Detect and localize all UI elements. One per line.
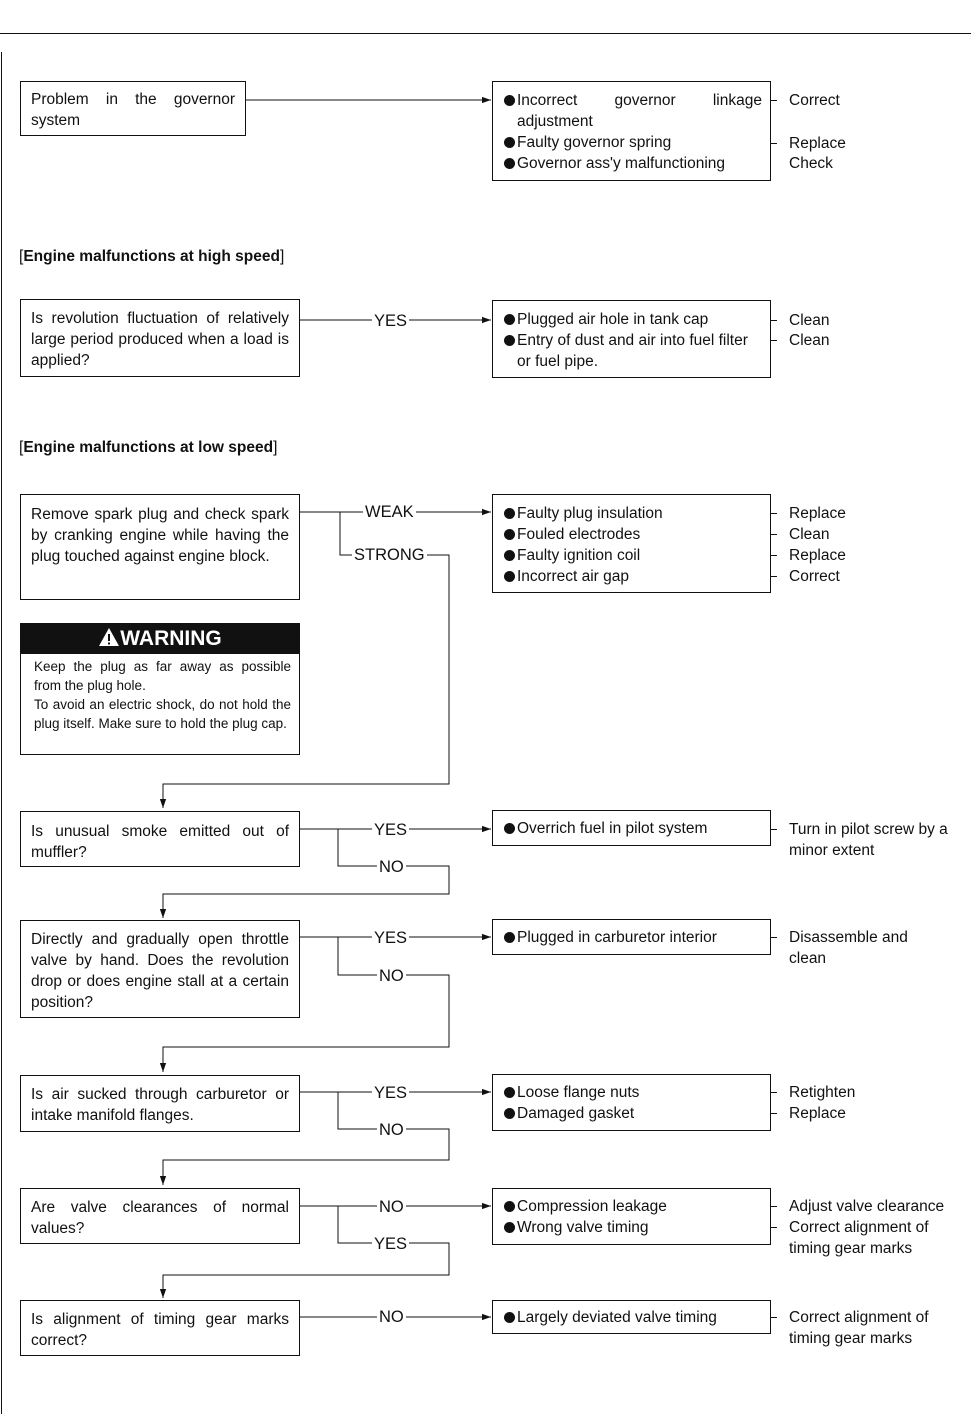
warning-text-2: To avoid an electric shock, do not hold the plug itself. Make sure to hold the plug cap. [34,697,291,731]
smoke-causes-box [492,810,771,846]
governor-problem-box [20,81,246,136]
spark-strong-label: STRONG [354,546,425,564]
air-leak-causes-box [492,1074,771,1131]
air-leak-question-text: Is air sucked through carburetor or intake manifold flanges. [31,1086,289,1124]
cause-item: Compression leakage [504,1196,762,1217]
warning-text-1: Keep the plug as far away as possible from the plug hole. [34,659,291,693]
cause-item: Governor ass'y malfunctioning [504,153,762,174]
governor-causes-box [492,81,771,181]
air-leak-yes-label: YES [374,1084,408,1102]
high-speed-question-box [20,299,300,377]
high-speed-heading: [Engine malfunctions at high speed] [19,248,285,265]
cause-item: Plugged in carburetor interior [504,927,762,948]
smoke-yes-label: YES [374,821,408,839]
cause-item: Wrong valve timing [504,1217,762,1238]
air-leak-question-box [20,1075,300,1132]
throttle-causes-box [492,919,771,955]
cause-item: Fouled electrodes [504,524,762,545]
cause-item: Entry of dust and air into fuel filter or fuel pipe. [504,330,762,372]
timing-causes-box [492,1300,771,1334]
smoke-no-label: NO [379,858,404,876]
cause-item: Incorrect air gap [504,566,762,587]
low-speed-heading: [Engine malfunctions at low speed] [19,439,278,456]
cause-item: Faulty governor spring [504,132,762,153]
air-leak-no-label: NO [379,1121,404,1139]
cause-item: Largely deviated valve timing [504,1307,762,1328]
smoke-question-text: Is unusual smoke emitted out of muffler? [31,823,289,861]
spark-causes-box [492,494,771,593]
high-speed-causes-box [492,300,771,378]
spark-weak-label: WEAK [365,503,414,521]
throttle-question-text: Directly and gradually open throttle valve by hand. Does the revolution drop or does engine stall at a certain position? [31,931,289,1011]
valve-question-box [20,1188,300,1244]
throttle-no-label: NO [379,967,404,985]
cause-item: Damaged gasket [504,1103,762,1124]
cause-item: Overrich fuel in pilot system [504,818,762,839]
throttle-question-box [20,920,300,1018]
warning-body [21,654,299,733]
warning-header [21,624,299,654]
valve-causes-box [492,1188,771,1245]
warning-box [20,623,300,755]
cause-item: Plugged air hole in tank cap [504,309,762,330]
governor-problem-text: Problem in the governor system [31,91,235,129]
timing-question-box [20,1300,300,1356]
warning-triangle-icon [98,627,120,647]
timing-question-text: Is alignment of timing gear marks correct? [31,1311,289,1349]
valve-no-label: NO [379,1198,404,1216]
cause-item: Faulty ignition coil [504,545,762,566]
cause-item: Loose flange nuts [504,1082,762,1103]
cause-item: Incorrect governor linkage adjustment [504,90,762,132]
warning-title: WARNING [120,627,222,650]
valve-question-text: Are valve clearances of normal values? [31,1199,289,1237]
spark-question-box [20,494,300,600]
cause-item: Faulty plug insulation [504,503,762,524]
valve-yes-label: YES [374,1235,408,1253]
throttle-yes-label: YES [374,929,408,947]
smoke-question-box [20,811,300,867]
high-speed-yes-label: YES [374,312,408,330]
high-speed-question-text: Is revolution fluctuation of relatively large period produced when a load is applied? [31,310,289,369]
spark-question-text: Remove spark plug and check spark by cranking engine while having the plug touched against engine block. [31,506,289,565]
timing-no-label: NO [379,1308,404,1326]
